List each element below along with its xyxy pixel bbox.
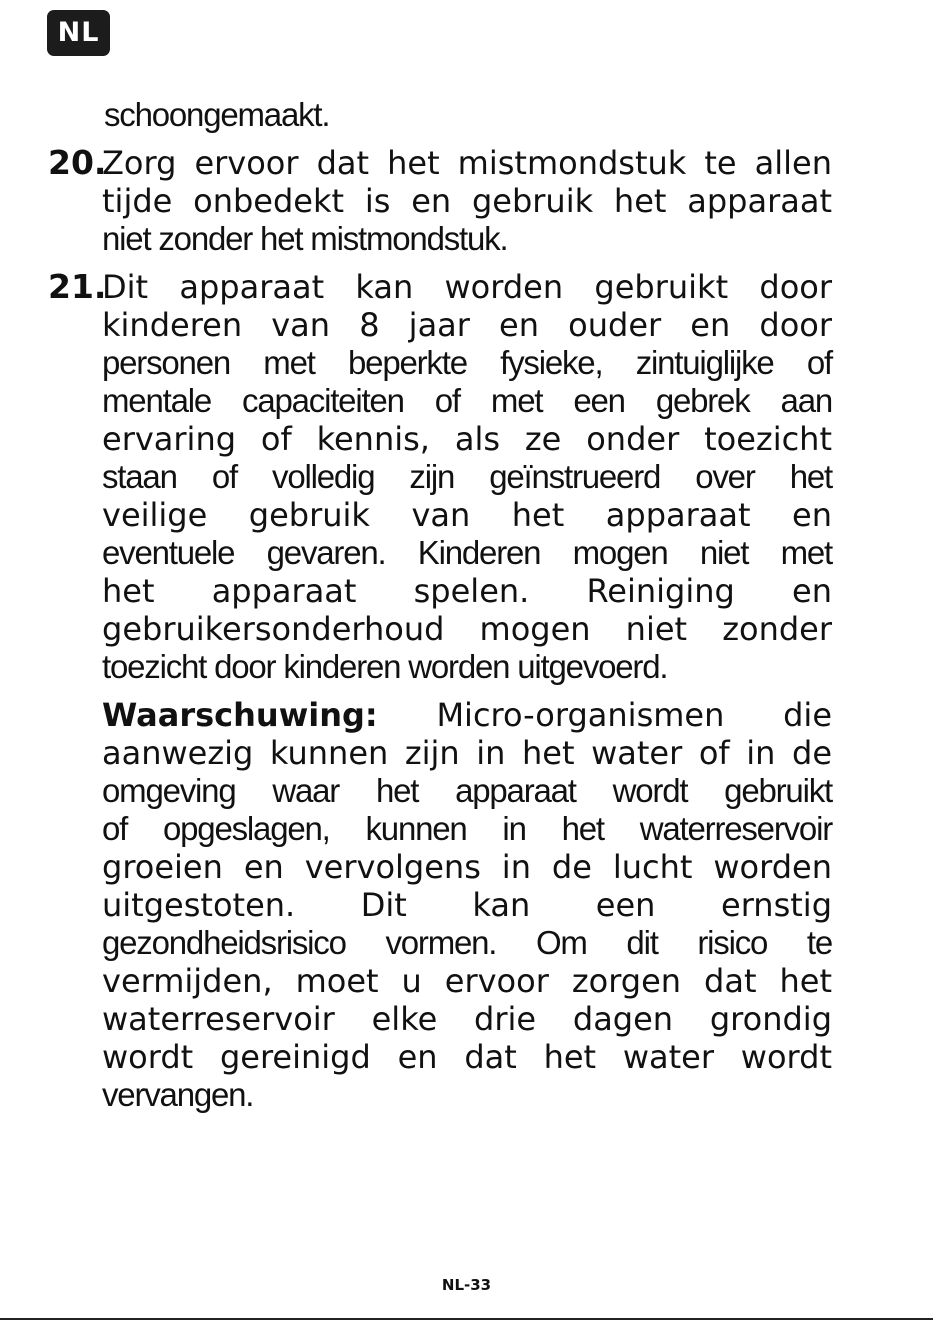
warning-label: Waarschuwing: — [102, 696, 378, 734]
item21-line: kinderen van 8 jaar en ouder en door — [102, 306, 832, 344]
item21-line: staan of volledig zijn geïnstrueerd over het — [102, 458, 832, 495]
language-badge: NL — [47, 10, 110, 56]
item21-line: mentale capaciteiten of met een gebrek aan — [102, 382, 832, 419]
warning-line: vermijden, moet u ervoor zorgen dat het — [102, 962, 832, 1000]
warning-line: omgeving waar het apparaat wordt gebruikt — [102, 772, 832, 809]
item20-line: tijde onbedekt is en gebruik het apparaat — [102, 182, 832, 220]
item21-line: personen met beperkte fysieke, zintuiglijke of — [102, 344, 832, 381]
item21-line: gebruikersonderhoud mogen niet zonder — [102, 610, 832, 648]
page-number: NL-33 — [441, 1276, 492, 1294]
item21-line: eventuele gevaren. Kinderen mogen niet met — [102, 534, 832, 571]
warning-line: aanwezig kunnen zijn in het water of in de — [102, 734, 832, 772]
warning-first-line-text: Micro-organismen die — [377, 696, 832, 734]
item21-line: het apparaat spelen. Reiniging en — [102, 572, 832, 610]
bottom-divider — [0, 1318, 933, 1320]
item-number-20: 20. — [48, 143, 107, 182]
item20-line: niet zonder het mistmondstuk. — [102, 220, 508, 257]
item20-line: Zorg ervoor dat het mistmondstuk te allen — [102, 144, 832, 182]
warning-line: vervangen. — [102, 1076, 254, 1113]
warning-line: waterreservoir elke drie dagen grondig — [102, 1000, 832, 1038]
item-number-21: 21. — [48, 267, 107, 306]
item21-line: toezicht door kinderen worden uitgevoerd. — [102, 648, 668, 685]
warning-first-line — [102, 696, 832, 734]
item21-line: veilige gebruik van het apparaat en — [102, 496, 832, 534]
item21-line: Dit apparaat kan worden gebruikt door — [102, 268, 832, 306]
warning-line: groeien en vervolgens in de lucht worden — [102, 848, 832, 886]
item21-line: ervaring of kennis, als ze onder toezicht — [102, 420, 832, 458]
warning-line: uitgestoten. Dit kan een ernstig — [102, 886, 832, 924]
warning-line: gezondheidsrisico vormen. Om dit risico te — [102, 924, 832, 961]
warning-line: of opgeslagen, kunnen in het waterreservoir — [102, 810, 832, 847]
continuation-text: schoongemaakt. — [104, 96, 330, 133]
warning-line: wordt gereinigd en dat het water wordt — [102, 1038, 832, 1076]
